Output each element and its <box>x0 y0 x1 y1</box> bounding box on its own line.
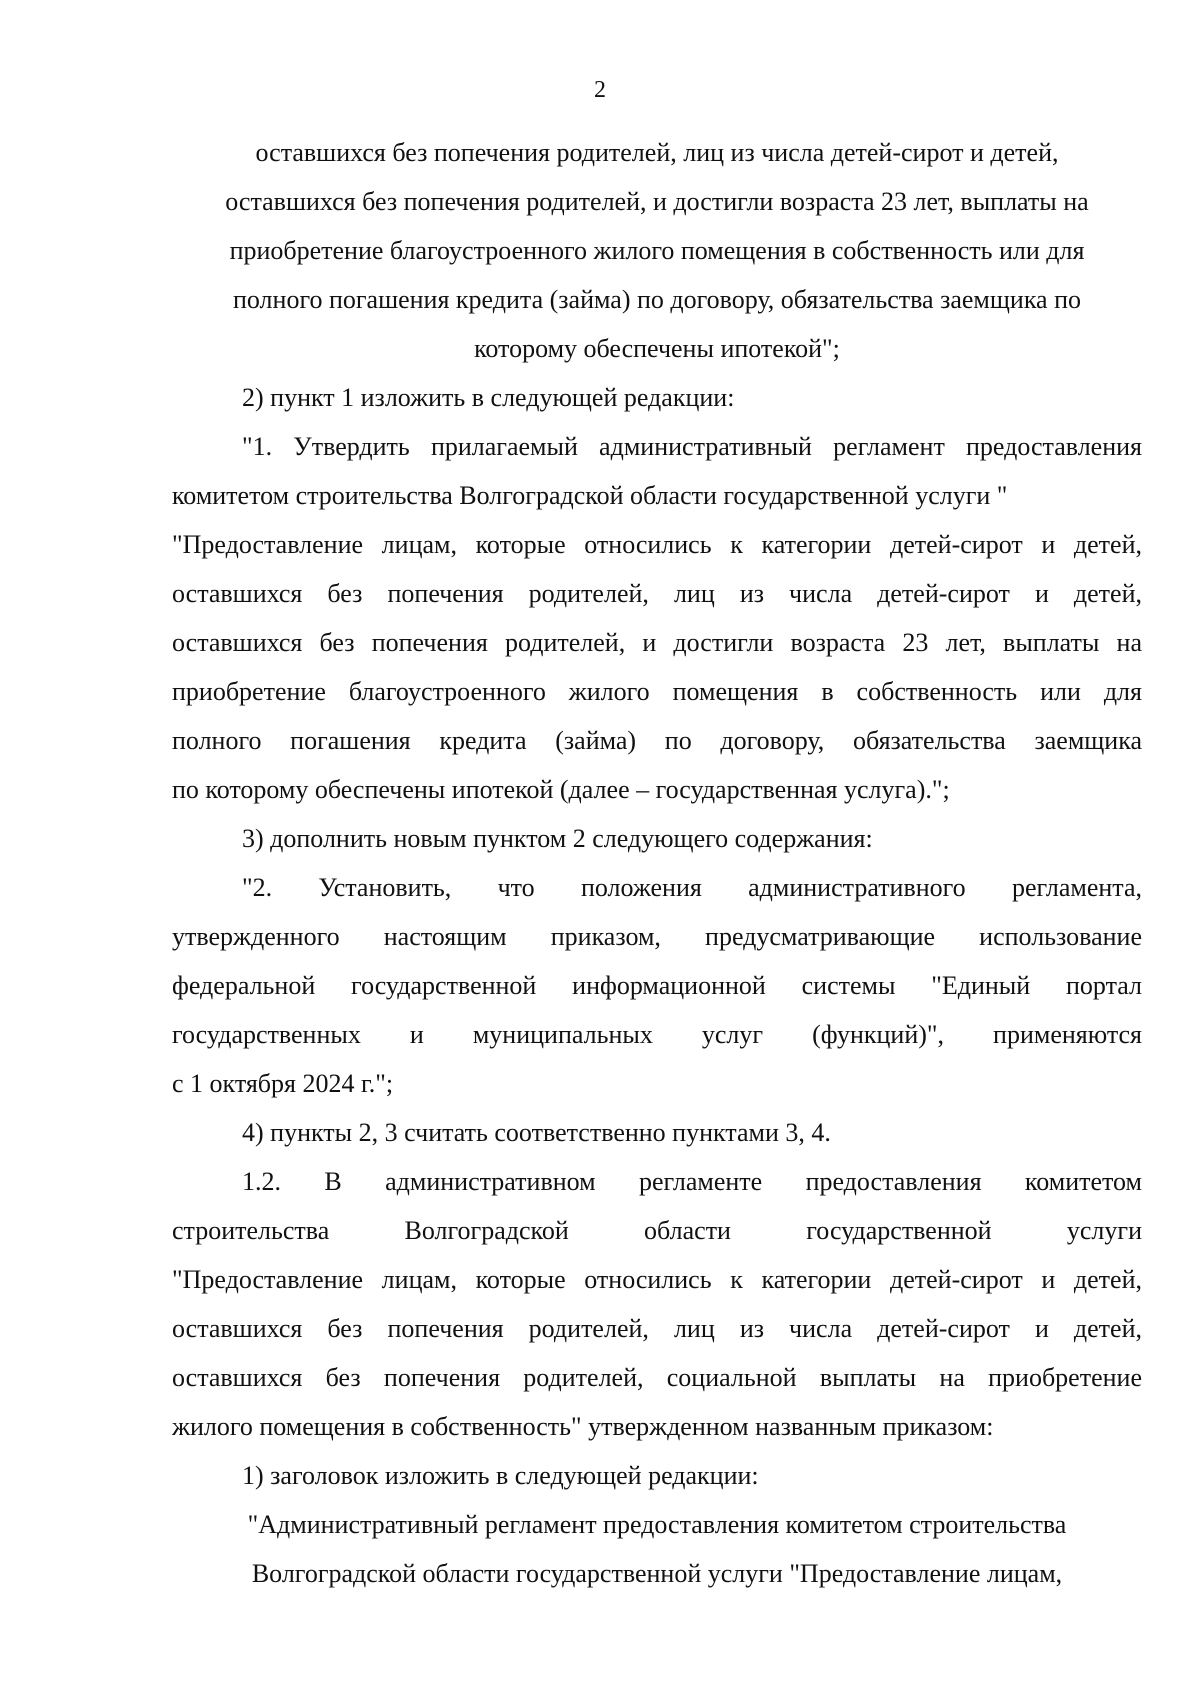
text-line: полного погашения кредита (займа) по договору, обязательства заемщика по <box>232 285 1082 314</box>
text-line: приобретение благоустроенного жилого помещения в собственность или для <box>229 236 1085 265</box>
text-line: утвержденного настоящим приказом, предусматривающие использование <box>172 922 1142 951</box>
text-line: комитетом строительства Волгоградской области государственной услуги " <box>172 481 1008 510</box>
text-line: "Предоставление лицам, которые относились к категории детей-сирот и детей, <box>172 1265 1142 1294</box>
text-line: которому обеспечены ипотекой"; <box>474 334 840 363</box>
text-line: государственных и муниципальных услуг (функций)", применяются <box>172 1020 1142 1049</box>
text-line: 1) заголовок изложить в следующей редакции: <box>242 1461 759 1490</box>
text-line: строительства Волгоградской области государственной услуги <box>172 1216 1142 1245</box>
text-line: с 1 октября 2024 г."; <box>172 1069 394 1098</box>
text-line: приобретение благоустроенного жилого помещения в собственность или для <box>172 677 1142 706</box>
text-line: "Административный регламент предоставления комитетом строительства <box>247 1510 1067 1539</box>
text-line: 3) дополнить новым пунктом 2 следующего содержания: <box>242 824 873 853</box>
text-line: оставшихся без попечения родителей, социальной выплаты на приобретение <box>172 1363 1142 1392</box>
text-line: оставшихся без попечения родителей, лиц из числа детей-сирот и детей, <box>172 1314 1142 1343</box>
text-line: жилого помещения в собственность" утвержденном названным приказом: <box>172 1412 994 1441</box>
text-line: 1.2. В административном регламенте предоставления комитетом <box>242 1167 1142 1196</box>
text-line: "2. Установить, что положения административного регламента, <box>242 873 1142 902</box>
text-line: "1. Утвердить прилагаемый административный регламент предоставления <box>242 432 1142 461</box>
text-line: оставшихся без попечения родителей, и достигли возраста 23 лет, выплаты на <box>172 628 1142 657</box>
text-line: федеральной государственной информационной системы "Единый портал <box>172 971 1142 1000</box>
text-line: "Предоставление лицам, которые относились к категории детей-сирот и детей, <box>172 530 1142 559</box>
text-line: по которому обеспечены ипотекой (далее – государственная услуга)."; <box>172 775 950 804</box>
document-body <box>172 128 1142 1598</box>
text-line: Волгоградской области государственной услуги "Предоставление лицам, <box>251 1559 1063 1588</box>
text-line: 4) пункты 2, 3 считать соответственно пунктами 3, 4. <box>242 1118 831 1147</box>
text-line: оставшихся без попечения родителей, лиц из числа детей-сирот и детей, <box>255 138 1059 167</box>
page-number: 2 <box>594 77 606 103</box>
text-line: оставшихся без попечения родителей, лиц из числа детей-сирот и детей, <box>172 579 1142 608</box>
text-line: оставшихся без попечения родителей, и достигли возраста 23 лет, выплаты на <box>225 187 1089 216</box>
text-line: полного погашения кредита (займа) по договору, обязательства заемщика <box>172 726 1142 755</box>
text-line: 2) пункт 1 изложить в следующей редакции: <box>242 383 735 412</box>
